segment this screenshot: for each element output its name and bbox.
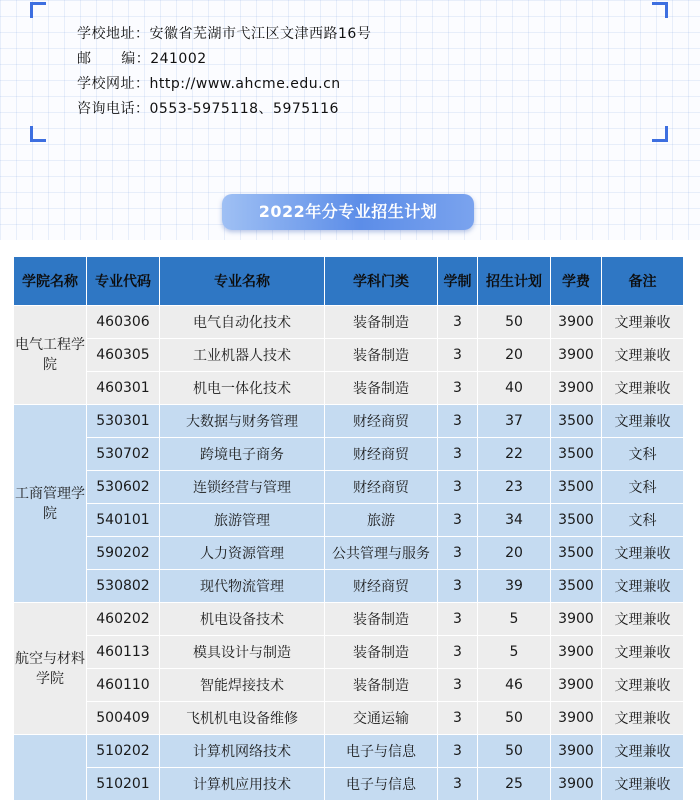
quota: 37 xyxy=(478,405,551,438)
major-name: 大数据与财务管理 xyxy=(160,405,325,438)
remark: 文理兼收 xyxy=(602,603,684,636)
major-code: 460306 xyxy=(87,306,160,339)
duration: 3 xyxy=(438,339,478,372)
header-category: 学科门类 xyxy=(325,257,438,306)
quota: 20 xyxy=(478,339,551,372)
duration: 3 xyxy=(438,702,478,735)
remark: 文理兼收 xyxy=(602,768,684,801)
major-code: 460301 xyxy=(87,372,160,405)
major-name: 工业机器人技术 xyxy=(160,339,325,372)
corner-bracket-bottom-right xyxy=(652,126,668,142)
table-row xyxy=(14,603,684,636)
header-major: 专业名称 xyxy=(160,257,325,306)
table-row xyxy=(14,735,684,768)
header-tuition: 学费 xyxy=(551,257,602,306)
major-code: 590202 xyxy=(87,537,160,570)
major-name: 机电一体化技术 xyxy=(160,372,325,405)
duration: 3 xyxy=(438,405,478,438)
duration: 3 xyxy=(438,471,478,504)
duration: 3 xyxy=(438,504,478,537)
duration: 3 xyxy=(438,537,478,570)
major-code: 540101 xyxy=(87,504,160,537)
remark: 文理兼收 xyxy=(602,702,684,735)
discipline: 装备制造 xyxy=(325,372,438,405)
major-name: 计算机应用技术 xyxy=(160,768,325,801)
discipline: 装备制造 xyxy=(325,636,438,669)
table-row xyxy=(14,372,684,405)
table-row xyxy=(14,504,684,537)
tuition: 3900 xyxy=(551,768,602,801)
corner-bracket-top-right xyxy=(652,2,668,18)
tuition: 3900 xyxy=(551,306,602,339)
tuition: 3900 xyxy=(551,603,602,636)
header-college: 学院名称 xyxy=(14,257,87,306)
major-name: 智能焊接技术 xyxy=(160,669,325,702)
discipline: 装备制造 xyxy=(325,603,438,636)
major-code: 460305 xyxy=(87,339,160,372)
major-name: 现代物流管理 xyxy=(160,570,325,603)
remark: 文理兼收 xyxy=(602,372,684,405)
tuition: 3500 xyxy=(551,504,602,537)
table-row xyxy=(14,405,684,438)
major-code: 460202 xyxy=(87,603,160,636)
quota: 34 xyxy=(478,504,551,537)
remark: 文理兼收 xyxy=(602,735,684,768)
header-duration: 学制 xyxy=(438,257,478,306)
major-code: 510201 xyxy=(87,768,160,801)
major-code: 530802 xyxy=(87,570,160,603)
table-row xyxy=(14,537,684,570)
duration: 3 xyxy=(438,306,478,339)
duration: 3 xyxy=(438,636,478,669)
school-website[interactable]: 学校网址：http://www.ahcme.edu.cn xyxy=(77,76,341,92)
discipline: 财经商贸 xyxy=(325,471,438,504)
table-row xyxy=(14,636,684,669)
college-name: 工商管理学院 xyxy=(14,405,87,603)
quota: 46 xyxy=(478,669,551,702)
major-code: 530702 xyxy=(87,438,160,471)
duration: 3 xyxy=(438,735,478,768)
tuition: 3500 xyxy=(551,570,602,603)
plan-title: 2022年分专业招生计划 xyxy=(222,194,474,230)
remark: 文理兼收 xyxy=(602,339,684,372)
tuition: 3900 xyxy=(551,735,602,768)
remark: 文理兼收 xyxy=(602,669,684,702)
major-code: 530301 xyxy=(87,405,160,438)
duration: 3 xyxy=(438,669,478,702)
discipline: 电子与信息 xyxy=(325,768,438,801)
tuition: 3900 xyxy=(551,339,602,372)
discipline: 财经商贸 xyxy=(325,405,438,438)
table-row xyxy=(14,570,684,603)
major-name: 旅游管理 xyxy=(160,504,325,537)
remark: 文理兼收 xyxy=(602,405,684,438)
college-name: 航空与材料学院 xyxy=(14,603,87,735)
table-row xyxy=(14,438,684,471)
table-row xyxy=(14,471,684,504)
discipline: 装备制造 xyxy=(325,339,438,372)
remark: 文理兼收 xyxy=(602,636,684,669)
major-code: 510202 xyxy=(87,735,160,768)
quota: 5 xyxy=(478,636,551,669)
header-remark: 备注 xyxy=(602,257,684,306)
quota: 40 xyxy=(478,372,551,405)
table-header-row xyxy=(14,257,684,306)
quota: 50 xyxy=(478,735,551,768)
remark: 文理兼收 xyxy=(602,306,684,339)
duration: 3 xyxy=(438,603,478,636)
remark: 文理兼收 xyxy=(602,570,684,603)
tuition: 3900 xyxy=(551,702,602,735)
table-row xyxy=(14,702,684,735)
duration: 3 xyxy=(438,438,478,471)
header-code: 专业代码 xyxy=(87,257,160,306)
duration: 3 xyxy=(438,768,478,801)
discipline: 电子与信息 xyxy=(325,735,438,768)
discipline: 交通运输 xyxy=(325,702,438,735)
major-name: 跨境电子商务 xyxy=(160,438,325,471)
remark: 文科 xyxy=(602,438,684,471)
quota: 5 xyxy=(478,603,551,636)
discipline: 装备制造 xyxy=(325,306,438,339)
tuition: 3900 xyxy=(551,636,602,669)
school-phone: 咨询电话：0553-5975118、5975116 xyxy=(77,101,339,117)
major-name: 模具设计与制造 xyxy=(160,636,325,669)
enrollment-plan-table xyxy=(13,256,684,801)
major-name: 计算机网络技术 xyxy=(160,735,325,768)
college-name xyxy=(14,735,87,801)
major-code: 500409 xyxy=(87,702,160,735)
quota: 50 xyxy=(478,702,551,735)
quota: 39 xyxy=(478,570,551,603)
remark: 文科 xyxy=(602,504,684,537)
remark: 文理兼收 xyxy=(602,537,684,570)
major-code: 460113 xyxy=(87,636,160,669)
tuition: 3500 xyxy=(551,438,602,471)
tuition: 3500 xyxy=(551,405,602,438)
quota: 25 xyxy=(478,768,551,801)
quota: 23 xyxy=(478,471,551,504)
tuition: 3900 xyxy=(551,669,602,702)
table-row xyxy=(14,306,684,339)
discipline: 公共管理与服务 xyxy=(325,537,438,570)
corner-bracket-bottom-left xyxy=(30,126,46,142)
college-name: 电气工程学院 xyxy=(14,306,87,405)
header-quota: 招生计划 xyxy=(478,257,551,306)
major-name: 飞机机电设备维修 xyxy=(160,702,325,735)
major-name: 机电设备技术 xyxy=(160,603,325,636)
remark: 文科 xyxy=(602,471,684,504)
duration: 3 xyxy=(438,372,478,405)
discipline: 财经商贸 xyxy=(325,438,438,471)
quota: 20 xyxy=(478,537,551,570)
table-row xyxy=(14,669,684,702)
quota: 22 xyxy=(478,438,551,471)
table-row xyxy=(14,768,684,801)
tuition: 3500 xyxy=(551,471,602,504)
major-name: 连锁经营与管理 xyxy=(160,471,325,504)
discipline: 财经商贸 xyxy=(325,570,438,603)
school-address: 学校地址：安徽省芜湖市弋江区文津西路16号 xyxy=(77,26,372,42)
discipline: 旅游 xyxy=(325,504,438,537)
quota: 50 xyxy=(478,306,551,339)
major-code: 530602 xyxy=(87,471,160,504)
major-name: 电气自动化技术 xyxy=(160,306,325,339)
corner-bracket-top-left xyxy=(30,2,46,18)
discipline: 装备制造 xyxy=(325,669,438,702)
tuition: 3900 xyxy=(551,372,602,405)
table-row xyxy=(14,339,684,372)
school-postcode: 邮 编：241002 xyxy=(77,51,207,67)
school-info xyxy=(77,22,371,122)
major-code: 460110 xyxy=(87,669,160,702)
duration: 3 xyxy=(438,570,478,603)
major-name: 人力资源管理 xyxy=(160,537,325,570)
tuition: 3500 xyxy=(551,537,602,570)
